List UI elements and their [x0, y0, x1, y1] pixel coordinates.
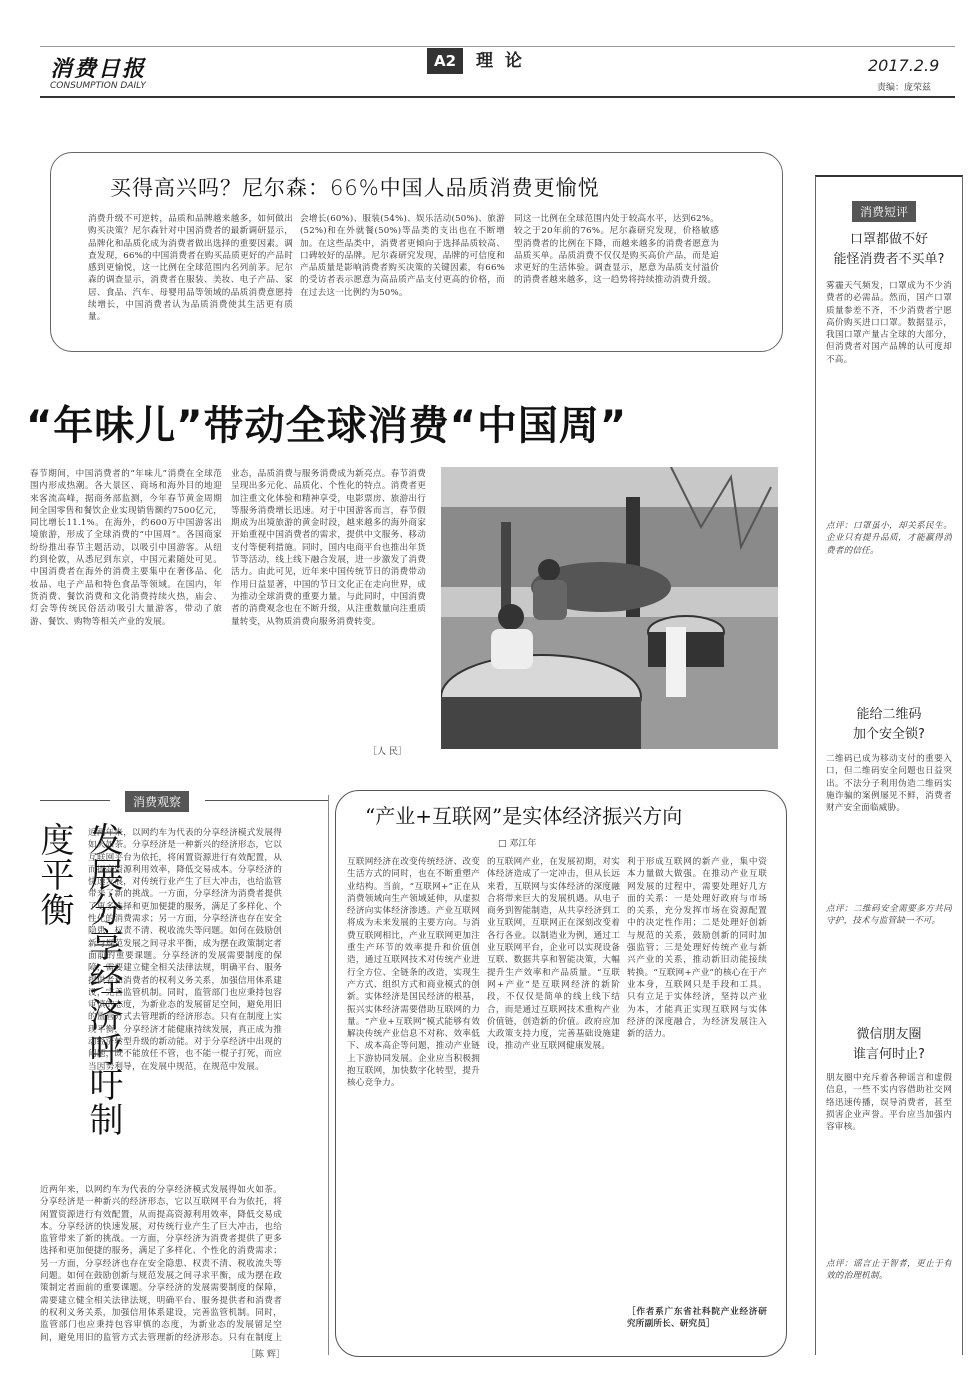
- photo-cloth: [666, 627, 686, 697]
- newspaper-name: 消费日报: [50, 56, 147, 82]
- photo-child-head: [538, 559, 560, 581]
- sidebar-item-body: 二维码已成为移动支付的重要入口，但二维码安全问题也日益突出。不法分子利用伪造二维码实施诈骗的案例屡见不鲜，消费者财产安全面临威胁。: [826, 754, 952, 814]
- left-feature-top-rule: [40, 800, 110, 801]
- left-feature-title: 发展分享经济呼吁制度平衡: [34, 822, 123, 1137]
- main-story-col1: 春节期间，中国消费者的“年味儿”消费在全球范围内形成热潮。各大景区、商场和海外目的地迎来客流高峰，据商务部监测，今年春节黄金周期间全国零售和餐饮企业实现销售额约7500亿元，同比增长11.1%。在海外，约600万中国游客出境旅游，形成了全球消费的“中国周”。各国商家纷纷推出春节主题活动，以吸引中国游客。从纽约到伦敦，从悉尼到东京，中国元素随处可见。中国消费者在海外的消费主要集中在奢侈品、化妆品、电子产品和特色食品等领域。在国内，年货消费、餐饮消费和文化消费持续火热，庙会、灯会等传统民俗活动吸引大量游客，带动了旅游、餐饮、购物等相关产业的发展。: [30, 469, 222, 627]
- sidebar-item-title-line2: 能怪消费者不买单?: [833, 252, 945, 267]
- center-feature-byline: □ 邓江年: [498, 839, 537, 849]
- top-story-col2: 会增长(60%)、服装(54%)、娱乐活动(50%)、旅游(52%)和在外就餐(50%)等品类的支出也在不断增加。在这些品类中，消费者更倾向于选择品质较高、口碑较好的品牌。尼尔森研究发现，品牌的可信度和产品质量是影响消费者购买决策的关键因素，有66%的受访者表示愿意为高品质产品支付更高的价格，而在过去这一比例约为50%。: [300, 214, 505, 298]
- page-code: A2: [433, 52, 457, 70]
- sidebar-item-title-line1: 能给二维码: [856, 707, 922, 722]
- masthead-rule: [40, 96, 955, 98]
- left-feature-divider: [328, 795, 329, 1355]
- page-code-badge: [427, 48, 463, 74]
- main-story-col2: 业态，品质消费与服务消费成为新亮点。春节消费呈现出多元化、品质化、个性化的特点。消费者更加注重文化体验和精神享受，电影票房、旅游出行等服务消费增长迅速。对于中国游客而言，春节假期成为出境旅游的黄金时段，越来越多的海外商家开始重视中国消费者的需求，提供中文服务、移动支付等便利措施。同时，国内电商平台也推出年货节等活动，线上线下融合发展，进一步激发了消费活力。由此可见，近年来中国传统节日的消费带动作用日益显著，中国的节日文化正在走向世界，成为推动全球消费的重要力量。与此同时，中国消费者的消费观念也在不断升级，从注重数量向注重质量转变，从物质消费向服务消费转变。: [231, 469, 426, 627]
- sidebar-item-title-line2: 谁言何时止?: [853, 1047, 925, 1062]
- section-label: 理 论: [476, 51, 525, 71]
- page-editor: 责编：庞荣兹: [877, 83, 932, 93]
- top-story-col1: 消费升级不可逆转，品质和品牌越来越多，如何做出购买决策？尼尔森针对中国消费者的最新调研显示，品牌化和品质化成为消费者做出选择的重要因素。调查发现，66%的中国消费者在购买品质更好的产品时感到更愉悦，这一比例在全球范围内名列前茅。尼尔森的调查显示，消费者在服装、美妆、电子产品、家居、食品、汽车、母婴用品等领域的品质消费意愿持续增长，中国消费者认为品质消费使其生活更有质量。: [88, 214, 293, 323]
- photo-child-head: [498, 604, 524, 630]
- temple-fair-photo: [441, 467, 778, 749]
- sidebar-item-title: [828, 705, 950, 745]
- main-story-byline: ［人 民］: [368, 747, 407, 757]
- center-feature-footer: ［作者系广东省社科院产业经济研究所副所长、研究员］: [627, 1307, 767, 1330]
- center-feature-col3: 利于形成互联网的新产业，集中资本力量做大做强。在推动产业互联网发展的过程中，需要处理好几方面的关系：一是处理好政府与市场的关系，充分发挥市场在资源配置中的决定性作用；二是处理好创新与规范的关系，鼓励创新的同时加强监管；三是处理好传统产业与新兴产业的关系，推动新旧动能接续转换。“互联网+产业”的核心在于产业本身，互联网只是手段和工具。只有立足于实体经济，坚持以产业为本，才能真正实现互联网与实体经济的深度融合，为经济发展注入新的活力。: [627, 857, 767, 1040]
- sidebar-item-title: [828, 230, 950, 270]
- left-feature-top-rule-right: [205, 800, 328, 801]
- photo-pillar: [501, 522, 511, 612]
- photo-child-body: [491, 629, 533, 669]
- left-feature-body-upper: 近两年来，以网约车为代表的分享经济模式发展得如火如荼。分享经济是一种新兴的经济形态，它以互联网平台为依托，将闲置资源进行有效配置，从而提高资源利用效率，降低交易成本。分享经济的快速发展，对传统行业产生了巨大冲击，也给监管带来了新的挑战。一方面，分享经济为消费者提供了更多选择和更加便捷的服务，满足了多样化、个性化的消费需求；另一方面，分享经济也存在安全隐患、权责不清、税收流失等问题。如何在鼓励创新与规范发展之间寻求平衡，成为摆在政策制定者面前的重要课题。分享经济的发展需要制度的保障，需要建立健全相关法律法规，明确平台、服务提供者和消费者的权利义务关系，加强信用体系建设，完善监管机制。同时，监管部门也应秉持包容审慎的态度，为新业态的发展留足空间，避免用旧的监管方式去管理新的经济形态。只有在制度上实现平衡，分享经济才能健康持续发展，真正成为推动经济转型升级的新动能。对于分享经济中出现的问题，既不能放任不管，也不能一棍子打死，而应当因势利导，在发展中规范，在规范中发展。: [88, 828, 282, 1072]
- left-feature-tag: 消费观察: [125, 791, 189, 812]
- newspaper-name-en: CONSUMPTION DAILY: [50, 81, 146, 91]
- sidebar-item-body: 朋友圈中充斥着各种谣言和虚假信息，一些不实内容借助社交网络迅速传播，误导消费者，甚至损害企业声誉。平台应当加强内容审核。: [826, 1073, 952, 1133]
- main-story-headline: “年味儿”带动全球消费“中国周”: [26, 403, 628, 449]
- sidebar-tag: 消费短评: [852, 201, 916, 222]
- left-feature-body-lower: 近两年来，以网约车为代表的分享经济模式发展得如火如荼。分享经济是一种新兴的经济形态，它以互联网平台为依托，将闲置资源进行有效配置，从而提高资源利用效率，降低交易成本。分享经济的快速发展，对传统行业产生了巨大冲击，也给监管带来了新的挑战。一方面，分享经济为消费者提供了更多选择和更加便捷的服务，满足了多样化、个性化的消费需求；另一方面，分享经济也存在安全隐患、权责不清、税收流失等问题。如何在鼓励创新与规范发展之间寻求平衡，成为摆在政策制定者面前的重要课题。分享经济的发展需要制度的保障，需要建立健全相关法律法规，明确平台、服务提供者和消费者的权利义务关系，加强信用体系建设，完善监管机制。同时，监管部门也应秉持包容审慎的态度，为新业态的发展留足空间，避免用旧的监管方式去管理新的经济形态。只有在制度上: [40, 1185, 282, 1342]
- sidebar-item-body: 雾霾天气频发，口罩成为不少消费者的必需品。然而，国产口罩质量参差不齐，不少消费者宁愿高价购买进口口罩。数据显示，我国口罩产量占全球的大部分，但消费者对国产品牌的认可度却不高。: [826, 281, 952, 365]
- sidebar-item-title-line1: 微信朋友圈: [856, 1027, 922, 1042]
- top-story-col3: 同这一比例在全球范围内处于较高水平，达到62%。较之于20年前的76%。尼尔森研究发现，价格敏感型消费者的比例在下降，而越来越多的消费者愿意为品质买单。品质消费不仅仅是购买高价产品，而是追求更好的生活体验。调查显示，愿意为品质支付溢价的消费者越来越多，这一趋势将持续推动消费升级。: [514, 214, 719, 286]
- sidebar-item-note: 点评：二维码安全需要多方共同守护，技术与监管缺一不可。: [826, 904, 952, 927]
- left-feature-byline: ［陈 辉］: [246, 1350, 285, 1360]
- sidebar-item-title-line2: 加个安全锁?: [853, 727, 925, 742]
- top-story-headline: 买得高兴吗？尼尔森：66%中国人品质消费更愉悦: [110, 176, 600, 200]
- sidebar-item-title-line1: 口罩都做不好: [849, 232, 928, 247]
- masthead-rule-top: [40, 46, 955, 47]
- photo-drum-body: [441, 697, 641, 749]
- center-feature-col2: 的互联网产业，在发展初期，对实体经济造成了一定冲击，但从长远来看，互联网与实体经济的深度融合将带来巨大的发展机遇。从电子商务到智能制造，从共享经济到工业互联网，互联网正在深刻改变着各行各业。以制造业为例，通过工业互联网平台，企业可以实现设备互联、数据共享和智能决策，大幅提升生产效率和产品质量。“互联网+产业”是互联网经济的新阶段，不仅仅是简单的线上线下结合，而是通过互联网技术重构产业价值链，创造新的价值。政府应加大政策支持力度，完善基础设施建设，推动产业互联网健康发展。: [487, 857, 620, 1052]
- sidebar-item-note: 点评：谣言止于智者，更止于有效的治理机制。: [826, 1259, 952, 1282]
- center-feature-col1: 互联网经济在改变传统经济、改变生活方式的同时，也在不断重塑产业结构。当前，“互联网+”正在从消费领域向生产领域延伸，从虚拟经济向实体经济渗透。产业互联网将成为未来发展的主要方向。与消费互联网相比，产业互联网更加注重生产环节的效率提升和价值创造，通过互联网技术对传统产业进行全方位、全链条的改造，实现生产方式、组织方式和商业模式的创新。实体经济是国民经济的根基，振兴实体经济需要借助互联网的力量。“产业+互联网”模式能够有效解决传统产业信息不对称、效率低下、成本高企等问题，推动产业链上下游协同发展。企业应当积极拥抱互联网，加快数字化转型，提升核心竞争力。: [347, 857, 480, 1089]
- sidebar-item-note: 点评：口罩虽小，却关系民生。企业只有提升品质，才能赢得消费者的信任。: [826, 521, 952, 556]
- photo-child-body: [533, 580, 567, 620]
- center-feature-headline: “产业+互联网”是实体经济振兴方向: [365, 804, 683, 828]
- issue-date: 2017.2.9: [868, 56, 940, 75]
- masthead-logo: [50, 52, 146, 91]
- sidebar-item-title: [828, 1025, 950, 1065]
